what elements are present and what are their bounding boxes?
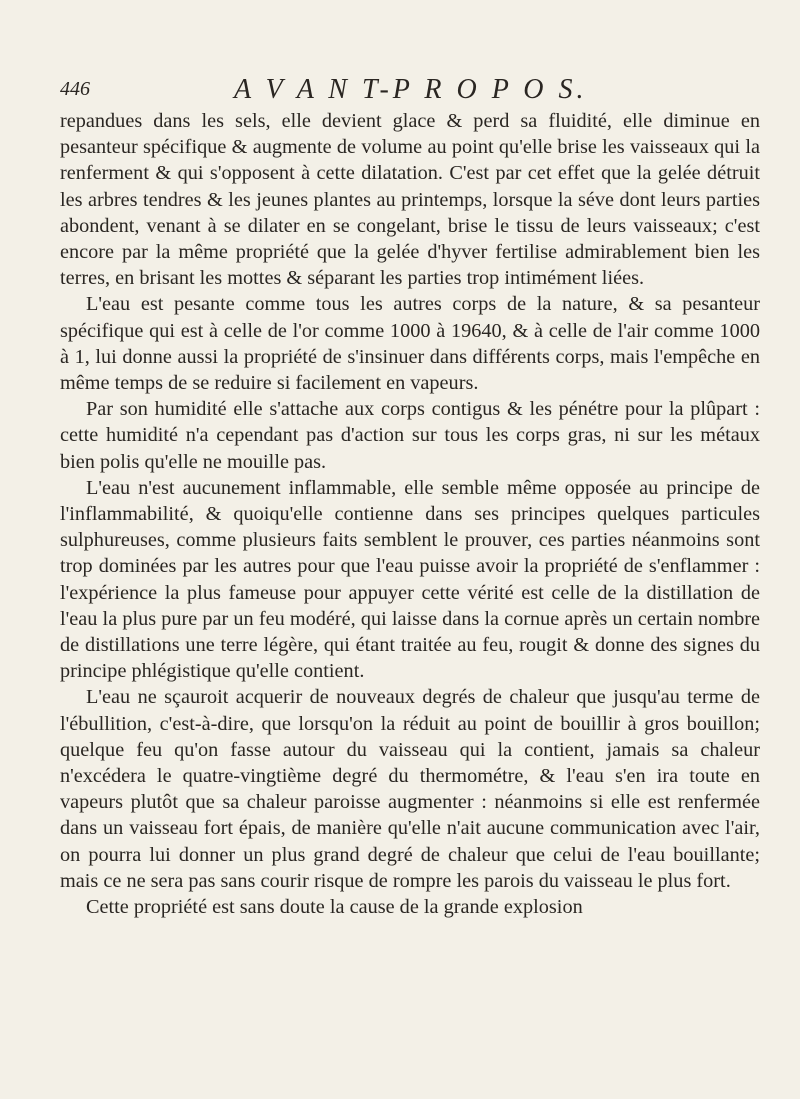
paragraph: L'eau est pesante comme tous les autres corps de la nature, & sa pesanteur spécifique qui est à celle de l'or comme 1000 à 19640, & à celle de l'air comme 1000 à 1, lui donne aussi la propriété de s'insinuer dans différents corps, mais l'empêche en même temps de se reduire si facilement en vapeurs. xyxy=(60,293,760,395)
paragraph-continued: repandues dans les sels, elle devient glace & perd sa fluidité, elle diminue en pesanteur spécifique & augmente de volume au point qu'elle brise les vaisseaux qui la renferment & qui s'opposent à cette dilatation. C'est par cet effet que la gelée détruit les arbres tendres & les jeunes plantes au printemps, lorsque la séve dont leurs parties abondent, venant à se dilater en se congelant, brise le tissu de leurs vaisseaux; c'est encore par la même propriété que la gelée d'hyver fertilise admirablement bien les terres, en brisant les mottes & séparant les parties trop intimément liées. xyxy=(60,110,760,290)
page-number: 446 xyxy=(60,78,90,100)
paragraph: L'eau ne sçauroit acquerir de nouveaux degrés de chaleur que jusqu'au terme de l'ébullition, c'est-à-dire, que lorsqu'on la réduit au point de bouillir à gros bouillon; quelque feu qu'on fasse autour du vaisseau qui la contient, jamais sa chaleur n'excédera le quatre-vingtième degré du thermométre, & l'eau s'en ira toute en vapeurs plutôt que sa chaleur paroisse augmenter : néanmoins si elle est renfermée dans un vaisseau fort épais, de manière qu'elle n'ait aucune communication avec l'air, on pourra lui donner un plus grand degré de chaleur que celui de l'eau bouillante; mais ce ne sera pas sans courir risque de rompre les parois du vaisseau le plus fort. xyxy=(60,686,760,892)
paragraph: Par son humidité elle s'attache aux corps contigus & les pénétre pour la plûpart : cette humidité n'a cependant pas d'action sur tous les corps gras, ni sur les métaux bien polis qu'elle ne mouille pas. xyxy=(60,398,760,473)
running-title: A V A N T-P R O P O S. xyxy=(234,74,588,105)
paragraph: Cette propriété est sans doute la cause de la grande explosion xyxy=(86,896,583,919)
paragraph: L'eau n'est aucunement inflammable, elle semble même opposée au principe de l'inflammabilité, & quoiqu'elle contienne dans ses principes quelques particules sulphureuses, comme plusieurs faits semblent le prouver, ces parties néanmoins sont trop dominées par les autres pour que l'eau puisse avoir la propriété de s'enflammer : l'expérience la plus fameuse pour appuyer cette vérité est celle de la distillation de l'eau la plus pure par un feu modéré, qui laisse dans la cornue après un certain nombre de distillations une terre légère, qui étant traitée au feu, rougit & donne des signes du principe phlégistique qu'elle contient. xyxy=(60,476,760,683)
body-text xyxy=(60,108,760,920)
